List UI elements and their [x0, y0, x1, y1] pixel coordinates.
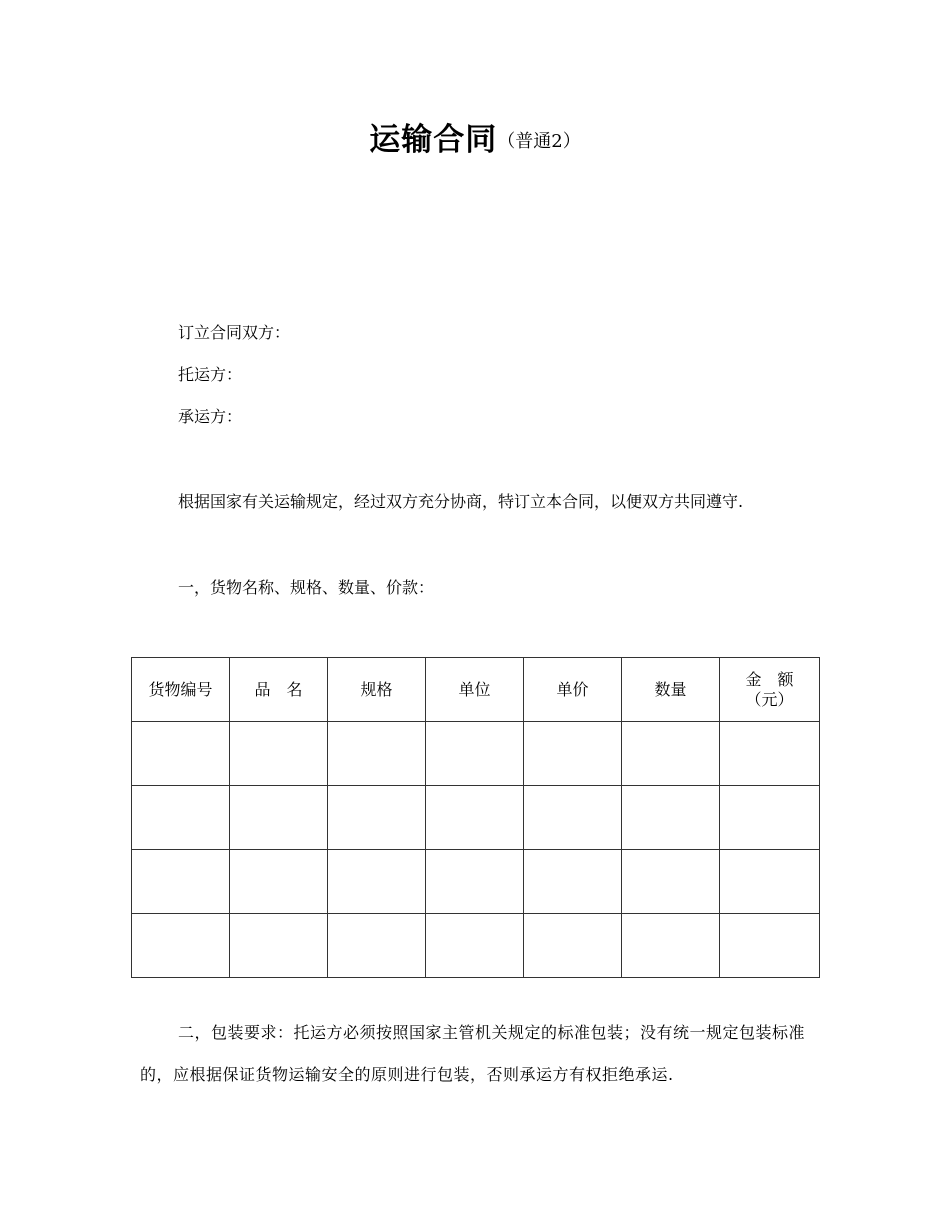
table-cell[interactable] [524, 914, 622, 978]
header-goods-number: 货物编号 [132, 658, 230, 722]
table-cell[interactable] [720, 786, 820, 850]
header-amount-label: 金 额 [745, 669, 794, 689]
table-cell[interactable] [328, 722, 426, 786]
carrier-label: 承运方： [178, 407, 243, 426]
header-quantity: 数量 [622, 658, 720, 722]
title-subtitle: （普通2） [497, 131, 581, 152]
table-cell[interactable] [132, 914, 230, 978]
table-header-row [132, 658, 820, 722]
table-row [132, 850, 820, 914]
table-cell[interactable] [328, 850, 426, 914]
table-cell[interactable] [622, 786, 720, 850]
table-cell[interactable] [720, 850, 820, 914]
table-row [132, 786, 820, 850]
table-cell[interactable] [524, 722, 622, 786]
header-product-name: 品 名 [230, 658, 328, 722]
shipper-label: 托运方： [178, 365, 243, 384]
section1-heading: 一，货物名称、规格、数量、价款： [178, 578, 435, 597]
table-cell[interactable] [132, 850, 230, 914]
header-amount-unit: （元） [745, 689, 794, 709]
table-cell[interactable] [426, 786, 524, 850]
parties-intro: 订立合同双方： [178, 323, 291, 342]
preamble: 根据国家有关运输规定，经过双方充分协商，特订立本合同，以便双方共同遵守. [178, 492, 744, 511]
table-cell[interactable] [328, 914, 426, 978]
header-specification: 规格 [328, 658, 426, 722]
table-cell[interactable] [720, 914, 820, 978]
goods-table [131, 657, 820, 978]
table-cell[interactable] [230, 914, 328, 978]
table-cell[interactable] [622, 850, 720, 914]
table-cell[interactable] [426, 722, 524, 786]
section2-packaging: 二，包装要求：托运方必须按照国家主管机关规定的标准包装；没有统一规定包装标准的，应根据保证货物运输安全的原则进行包装，否则承运方有权拒绝承运. [140, 1023, 806, 1084]
header-unit: 单位 [426, 658, 524, 722]
header-amount [720, 658, 820, 722]
table-cell[interactable] [132, 722, 230, 786]
table-cell[interactable] [426, 850, 524, 914]
table-cell[interactable] [230, 850, 328, 914]
table-cell[interactable] [524, 850, 622, 914]
table-cell[interactable] [230, 722, 328, 786]
table-cell[interactable] [524, 786, 622, 850]
title-main: 运输合同 [369, 122, 498, 158]
header-unit-price: 单价 [524, 658, 622, 722]
table-row [132, 914, 820, 978]
document-title [0, 114, 950, 159]
table-cell[interactable] [622, 914, 720, 978]
table-cell[interactable] [720, 722, 820, 786]
table-cell[interactable] [132, 786, 230, 850]
table-cell[interactable] [426, 914, 524, 978]
table-cell[interactable] [230, 786, 328, 850]
table-cell[interactable] [622, 722, 720, 786]
table-cell[interactable] [328, 786, 426, 850]
table-row [132, 722, 820, 786]
